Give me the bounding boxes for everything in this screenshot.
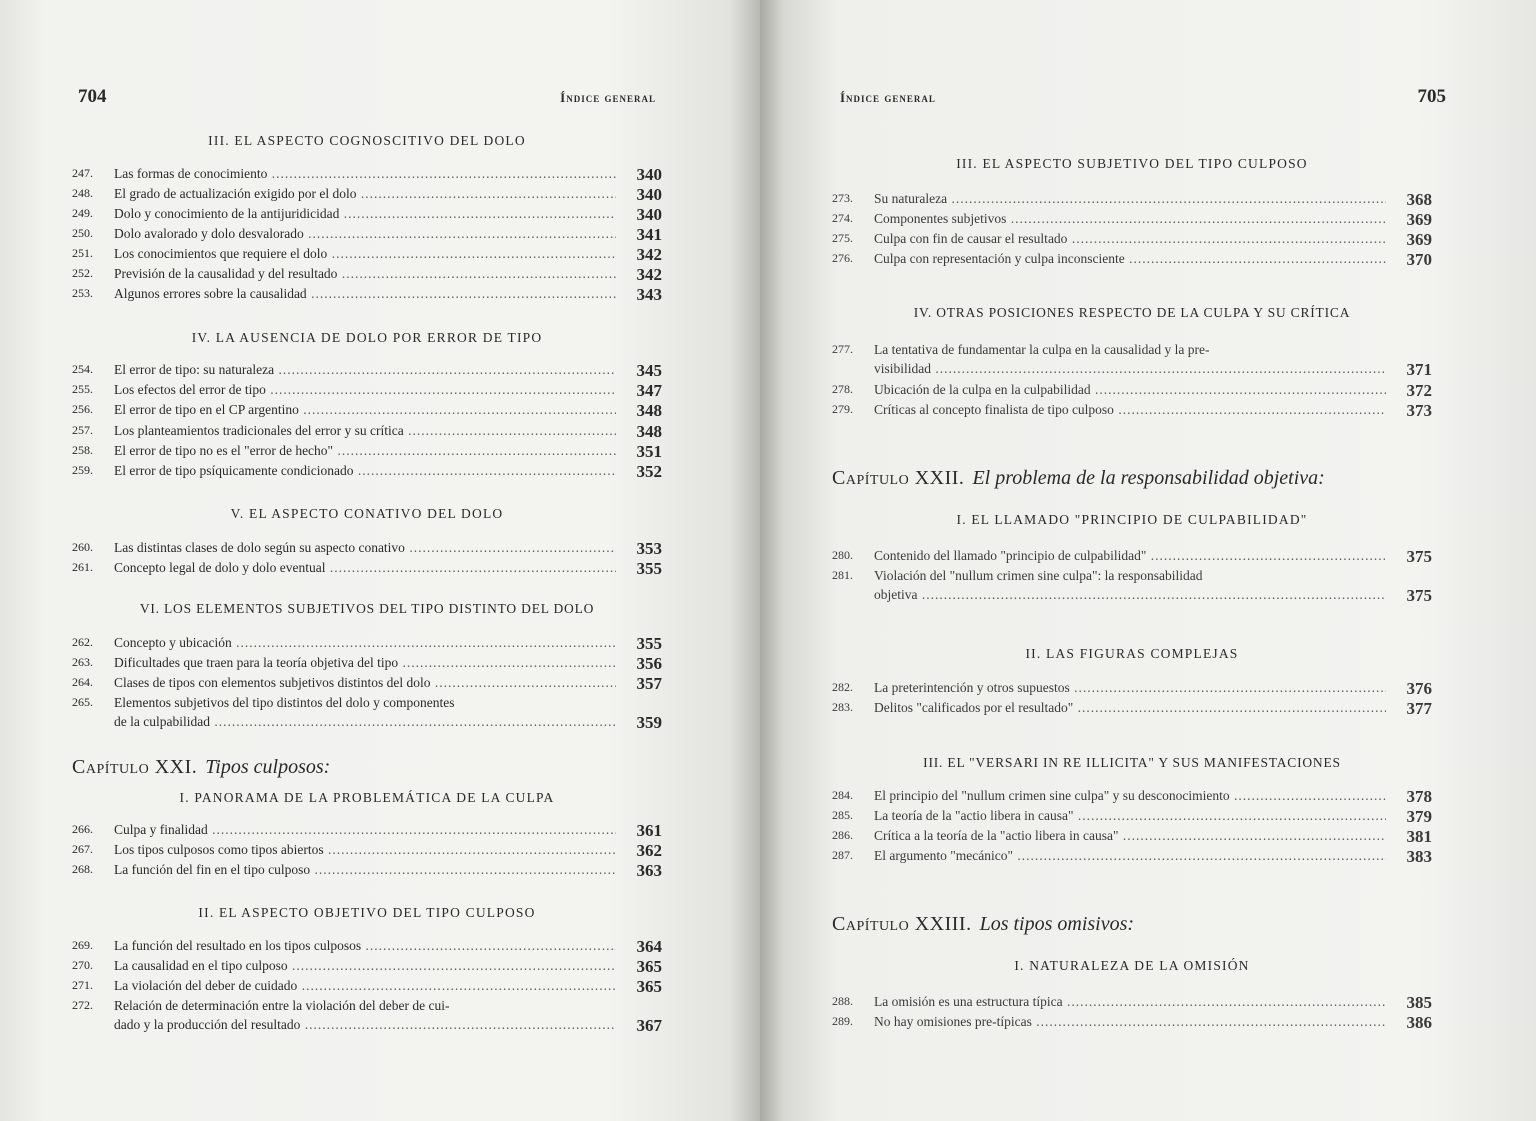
entry-page: 355 [636, 634, 662, 653]
entry-page: 341 [636, 225, 662, 244]
page-right [760, 0, 1536, 1121]
entry-page: 375 [1406, 586, 1432, 605]
entry-number: 257. [72, 423, 93, 437]
entry-page: 369 [1406, 230, 1432, 249]
entry-number: 272. [72, 998, 93, 1012]
entry-number: 288. [832, 994, 853, 1008]
section-heading: II. EL ASPECTO OBJETIVO DEL TIPO CULPOSO [198, 905, 536, 920]
entry-number: 261. [72, 560, 93, 574]
chapter-title: Los tipos omisivos: [979, 913, 1135, 935]
entry-number: 249. [72, 206, 93, 220]
entry-title: Componentes subjetivos ..... [874, 209, 1386, 228]
section-heading: II. LAS FIGURAS COMPLEJAS [1025, 646, 1239, 661]
entry-number: 287. [832, 848, 853, 862]
section-heading: I. NATURALEZA DE LA OMISIÓN [1014, 958, 1250, 973]
entry-page: 343 [636, 285, 662, 304]
entry-page: 377 [1406, 699, 1432, 718]
entry-title: Culpa y finalidad ..... [114, 820, 616, 839]
entry-page: 347 [636, 381, 662, 400]
entry-page: 348 [636, 401, 662, 420]
entry-number: 254. [72, 362, 93, 376]
entry-page: 375 [1406, 547, 1432, 566]
entry-page: 371 [1406, 360, 1432, 379]
page-left [0, 0, 760, 1121]
section-heading: III. EL ASPECTO COGNOSCITIVO DEL DOLO [208, 133, 526, 148]
entry-title: Su naturaleza ..... [874, 189, 1386, 208]
entry-page: 365 [636, 957, 662, 976]
entry-number: 286. [832, 828, 853, 842]
entry-number: 247. [72, 166, 93, 180]
entry-title: Los efectos del error de tipo ..... [114, 380, 616, 399]
entry-title: Ubicación de la culpa en la culpabilidad ..... [874, 380, 1386, 399]
entry-number: 268. [72, 862, 93, 876]
entry-page: 372 [1406, 381, 1432, 400]
running-head: Índice general [560, 90, 656, 105]
entry-title-continued: visibilidad ..... [874, 359, 1386, 378]
entry-page: 367 [636, 1016, 662, 1035]
entry-title: La función del resultado en los tipos culposos ..... [114, 936, 616, 955]
entry-number: 274. [832, 211, 853, 225]
entry-title: Los planteamientos tradicionales del error y su crítica ..... [114, 421, 616, 440]
section-heading: III. EL "VERSARI IN RE ILLICITA" Y SUS MANIFESTACIONES [923, 755, 1341, 770]
entry-title: Críticas al concepto finalista de tipo culposo ..... [874, 400, 1386, 419]
entry-page: 352 [636, 462, 662, 481]
entry-number: 251. [72, 246, 93, 260]
entry-title: La teoría de la "actio libera in causa" ..... [874, 806, 1386, 825]
chapter-heading [832, 467, 1432, 490]
entry-title-continued: dado y la producción del resultado ..... [114, 1015, 616, 1034]
entry-page: 379 [1406, 807, 1432, 826]
entry-page: 355 [636, 559, 662, 578]
entry-title: Dificultades que traen para la teoría objetiva del tipo ..... [114, 653, 616, 672]
entry-page: 364 [636, 937, 662, 956]
entry-page: 385 [1406, 993, 1432, 1012]
entry-page: 342 [636, 265, 662, 284]
page-number: 704 [78, 86, 107, 107]
entry-number: 259. [72, 463, 93, 477]
entry-page: 373 [1406, 401, 1432, 420]
entry-title: Contenido del llamado "principio de culpabilidad" ..... [874, 546, 1386, 565]
section-heading: I. PANORAMA DE LA PROBLEMÁTICA DE LA CULPA [179, 790, 555, 805]
entry-title: Dolo y conocimiento de la antijuridicidad ..... [114, 204, 616, 223]
running-head: Índice general [840, 90, 936, 105]
entry-title: Los conocimientos que requiere el dolo ..... [114, 244, 616, 263]
entry-title-continued: objetiva ..... [874, 585, 1386, 604]
entry-number: 250. [72, 226, 93, 240]
entry-title: El error de tipo: su naturaleza ..... [114, 360, 616, 379]
entry-title: Crítica a la teoría de la "actio libera in causa" ..... [874, 826, 1386, 845]
entry-number: 270. [72, 958, 93, 972]
entry-number: 273. [832, 191, 853, 205]
entry-title: Dolo avalorado y dolo desvalorado ..... [114, 224, 616, 243]
entry-page: 363 [636, 861, 662, 880]
entry-number: 258. [72, 443, 93, 457]
entry-title: Violación del "nullum crimen sine culpa": la responsabilidad [874, 568, 1203, 583]
entry-title-continued: de la culpabilidad ..... [114, 712, 616, 731]
entry-number: 252. [72, 266, 93, 280]
entry-number: 284. [832, 788, 853, 802]
entry-page: 368 [1406, 190, 1432, 209]
entry-title: Elementos subjetivos del tipo distintos del dolo y componentes [114, 695, 455, 710]
entry-title: La causalidad en el tipo culposo ..... [114, 956, 616, 975]
entry-number: 253. [72, 286, 93, 300]
entry-title: La violación del deber de cuidado ..... [114, 976, 616, 995]
entry-number: 256. [72, 402, 93, 416]
entry-number: 277. [832, 342, 853, 356]
entry-title: No hay omisiones pre-típicas ..... [874, 1012, 1386, 1031]
entry-number: 278. [832, 382, 853, 396]
section-heading: IV. LA AUSENCIA DE DOLO POR ERROR DE TIPO [191, 330, 543, 345]
page-header [832, 86, 1446, 108]
entry-title: Algunos errores sobre la causalidad ..... [114, 284, 616, 303]
entry-number: 276. [832, 251, 853, 265]
entry-title: Concepto legal de dolo y dolo eventual ..... [114, 558, 616, 577]
chapter-title: Tipos culposos: [205, 756, 331, 778]
entry-title: La omisión es una estructura típica ..... [874, 992, 1386, 1011]
chapter-heading [832, 913, 1432, 936]
entry-page: 361 [636, 821, 662, 840]
entry-number: 264. [72, 675, 93, 689]
chapter-heading [72, 756, 662, 779]
entry-number: 267. [72, 842, 93, 856]
entry-page: 353 [636, 539, 662, 558]
chapter-label: Capítulo XXIII. [832, 913, 972, 935]
entry-page: 365 [636, 977, 662, 996]
entry-number: 275. [832, 231, 853, 245]
entry-title: El error de tipo no es el "error de hecho" ..... [114, 441, 616, 460]
entry-number: 255. [72, 382, 93, 396]
entry-number: 280. [832, 548, 853, 562]
section-heading: I. EL LLAMADO "PRINCIPIO DE CULPABILIDAD" [956, 512, 1308, 527]
page-number: 705 [1417, 86, 1446, 107]
entry-page: 370 [1406, 250, 1432, 269]
chapter-label: Capítulo XXI. [72, 756, 198, 778]
entry-number: 281. [832, 568, 853, 582]
entry-number: 289. [832, 1014, 853, 1028]
entry-page: 369 [1406, 210, 1432, 229]
chapter-label: Capítulo XXII. [832, 467, 965, 489]
entry-title: La función del fin en el tipo culposo ..... [114, 860, 616, 879]
entry-page: 386 [1406, 1013, 1432, 1032]
entry-title: El grado de actualización exigido por el dolo ..... [114, 184, 616, 203]
entry-number: 260. [72, 540, 93, 554]
entry-title: Culpa con representación y culpa inconsciente ..... [874, 249, 1386, 268]
entry-number: 285. [832, 808, 853, 822]
entry-page: 348 [636, 422, 662, 441]
entry-page: 340 [636, 165, 662, 184]
entry-title: El principio del "nullum crimen sine culpa" y su desconocimiento ..... [874, 786, 1386, 805]
entry-number: 262. [72, 635, 93, 649]
entry-title: Previsión de la causalidad y del resultado ..... [114, 264, 616, 283]
entry-number: 248. [72, 186, 93, 200]
entry-page: 342 [636, 245, 662, 264]
entry-number: 269. [72, 938, 93, 952]
entry-number: 282. [832, 680, 853, 694]
page-header [72, 86, 662, 108]
entry-page: 351 [636, 442, 662, 461]
section-heading: III. EL ASPECTO SUBJETIVO DEL TIPO CULPOSO [956, 156, 1308, 171]
entry-title: La preterintención y otros supuestos ..... [874, 678, 1386, 697]
chapter-title: El problema de la responsabilidad objetiva: [972, 467, 1325, 489]
entry-title: Culpa con fin de causar el resultado ..... [874, 229, 1386, 248]
entry-page: 383 [1406, 847, 1432, 866]
entry-page: 378 [1406, 787, 1432, 806]
entry-page: 340 [636, 205, 662, 224]
section-heading: VI. LOS ELEMENTOS SUBJETIVOS DEL TIPO DISTINTO DEL DOLO [139, 601, 595, 616]
entry-number: 265. [72, 695, 93, 709]
entry-title: La tentativa de fundamentar la culpa en la causalidad y la pre- [874, 342, 1210, 357]
entry-title: Los tipos culposos como tipos abiertos ..... [114, 840, 616, 859]
entry-title: Las distintas clases de dolo según su aspecto conativo ..... [114, 538, 616, 557]
entry-number: 283. [832, 700, 853, 714]
entry-title: El error de tipo psíquicamente condicionado ..... [114, 461, 616, 480]
entry-page: 345 [636, 361, 662, 380]
entry-title: Clases de tipos con elementos subjetivos distintos del dolo ..... [114, 673, 616, 692]
entry-page: 340 [636, 185, 662, 204]
entry-title: Delitos "calificados por el resultado" ..... [874, 698, 1386, 717]
entry-number: 279. [832, 402, 853, 416]
entry-title: Relación de determinación entre la violación del deber de cui- [114, 998, 450, 1013]
entry-page: 381 [1406, 827, 1432, 846]
entry-number: 263. [72, 655, 93, 669]
entry-page: 356 [636, 654, 662, 673]
entry-title: El argumento "mecánico" ..... [874, 846, 1386, 865]
entry-title: Concepto y ubicación ..... [114, 633, 616, 652]
entry-page: 357 [636, 674, 662, 693]
entry-title: Las formas de conocimiento ..... [114, 164, 616, 183]
entry-number: 271. [72, 978, 93, 992]
entry-page: 376 [1406, 679, 1432, 698]
entry-page: 362 [636, 841, 662, 860]
entry-title: El error de tipo en el CP argentino ..... [114, 400, 616, 419]
section-heading: V. EL ASPECTO CONATIVO DEL DOLO [230, 506, 504, 521]
entry-page: 359 [636, 713, 662, 732]
section-heading: IV. OTRAS POSICIONES RESPECTO DE LA CULPA Y SU CRÍTICA [913, 305, 1351, 320]
entry-number: 266. [72, 822, 93, 836]
